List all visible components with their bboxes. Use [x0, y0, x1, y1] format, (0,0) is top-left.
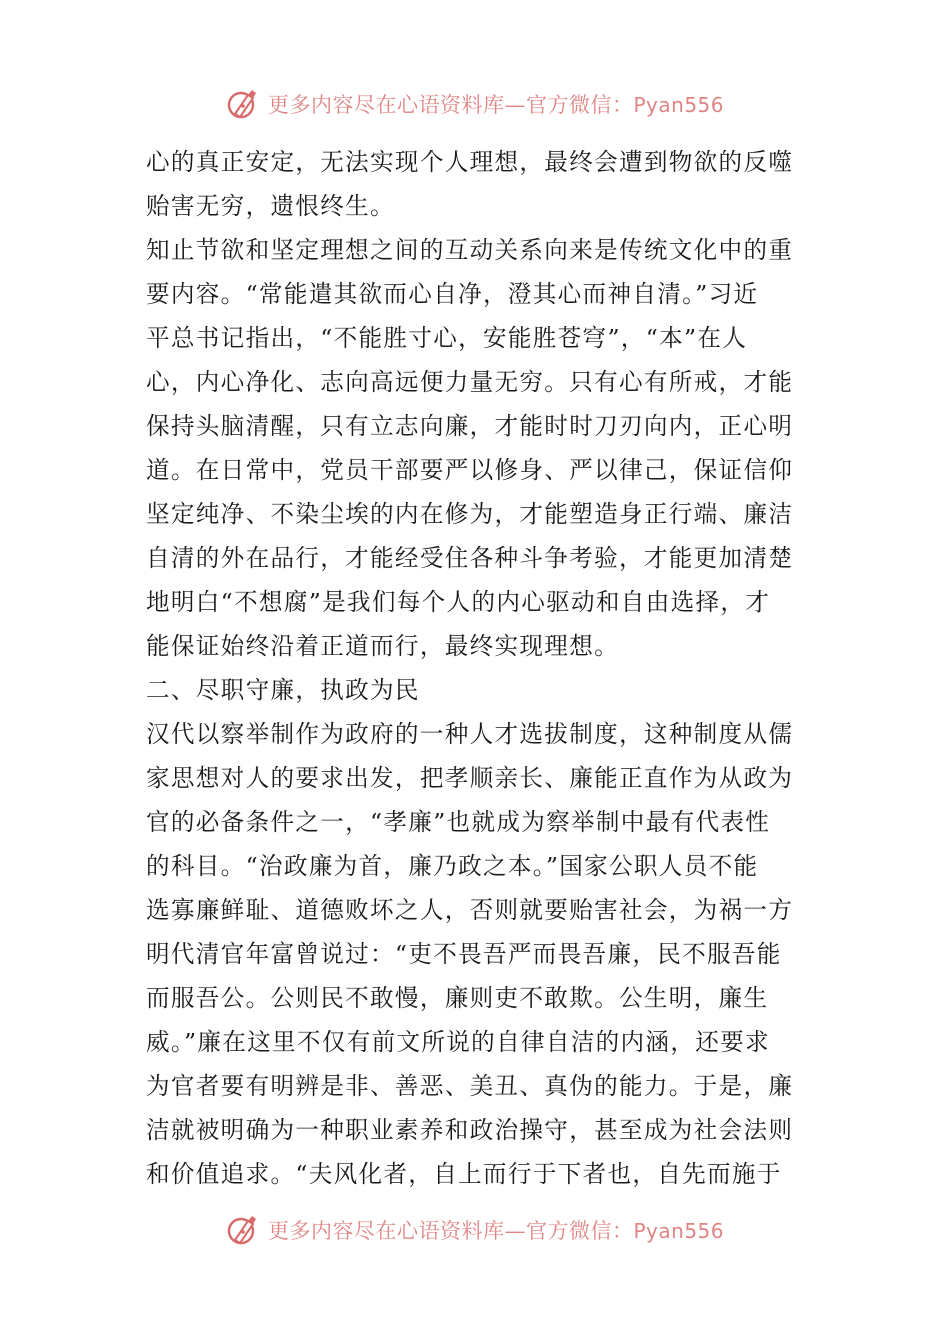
text-line: 要内容。“常能遣其欲而心自净，澄其心而神自清。”习近 — [146, 280, 759, 308]
text-line: 知止节欲和坚定理想之间的互动关系向来是传统文化中的重 — [146, 236, 794, 264]
text-line: 地明白“不想腐”是我们每个人的内心驱动和自由选择，才 — [146, 588, 771, 616]
document-body — [146, 140, 810, 1196]
text-line: 官的必备条件之一，“孝廉”也就成为察举制中最有代表性 — [146, 808, 771, 836]
footer-watermark — [0, 1210, 950, 1250]
text-line: 和价值追求。“夫风化者，自上而行于下者也，自先而施于 — [146, 1160, 782, 1188]
watermark-code: Pyan556 — [633, 1219, 724, 1243]
pen-nib-logo-icon — [226, 1213, 260, 1247]
text-line: 心，内心净化、志向高远便力量无穷。只有心有所戒，才能 — [146, 368, 794, 396]
text-line: 平总书记指出，“不能胜寸心，安能胜苍穹”，“本”在人 — [146, 324, 748, 352]
text-line: 心的真正安定，无法实现个人理想，最终会遭到物欲的反噬 — [146, 148, 794, 176]
watermark-text: 更多内容尽在心语资料库—官方微信：Pyan556 — [267, 1219, 724, 1243]
text-line: 洁就被明确为一种职业素养和政治操守，甚至成为社会法则 — [146, 1116, 794, 1144]
text-line: 为官者要有明辨是非、善恶、美丑、真伪的能力。于是，廉 — [146, 1072, 794, 1100]
section-heading: 二、尽职守廉，执政为民 — [146, 676, 420, 704]
text-line: 道。在日常中，党员干部要严以修身、严以律己，保证信仰 — [146, 456, 794, 484]
text-line: 汉代以察举制作为政府的一种人才选拔制度，这种制度从儒 — [146, 720, 794, 748]
text-line: 贻害无穷，遗恨终生。 — [146, 192, 395, 220]
pen-nib-logo-icon — [226, 87, 260, 121]
text-line: 明代清官年富曾说过：“吏不畏吾严而畏吾廉，民不服吾能 — [146, 940, 782, 968]
text-line: 自清的外在品行，才能经受住各种斗争考验，才能更加清楚 — [146, 544, 794, 572]
text-line: 保持头脑清醒，只有立志向廉，才能时时刀刃向内，正心明 — [146, 412, 794, 440]
text-line: 家思想对人的要求出发，把孝顺亲长、廉能正直作为从政为 — [146, 764, 794, 792]
text-line: 而服吾公。公则民不敢慢，廉则吏不敢欺。公生明，廉生 — [146, 984, 769, 1012]
header-watermark — [0, 84, 950, 124]
text-line: 选寡廉鲜耻、道德败坏之人，否则就要贻害社会，为祸一方 — [146, 896, 794, 924]
text-line: 的科目。“治政廉为首，廉乃政之本。”国家公职人员不能 — [146, 852, 759, 880]
watermark-text: 更多内容尽在心语资料库—官方微信：Pyan556 — [267, 93, 724, 117]
text-line: 能保证始终沿着正道而行，最终实现理想。 — [146, 632, 619, 660]
text-line: 坚定纯净、不染尘埃的内在修为，才能塑造身正行端、廉洁 — [146, 500, 794, 528]
watermark-code: Pyan556 — [633, 93, 724, 117]
text-line: 威。”廉在这里不仅有前文所说的自律自洁的内涵，还要求 — [146, 1028, 770, 1056]
